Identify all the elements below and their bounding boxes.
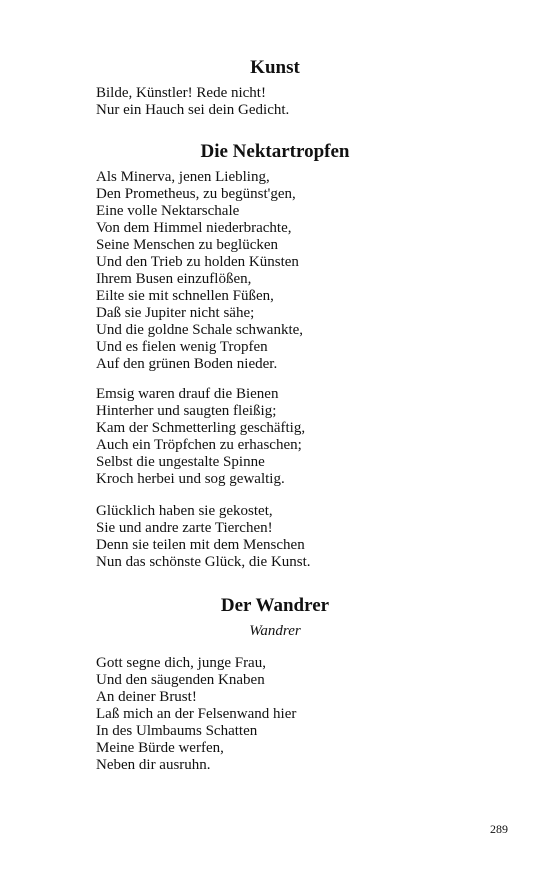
verse-line: Den Prometheus, zu begünst'gen, xyxy=(96,186,296,202)
verse-line: Sie und andre zarte Tierchen! xyxy=(96,520,273,536)
poem-subtitle-wandrer: Wandrer xyxy=(249,623,301,639)
verse-line: Nun das schönste Glück, die Kunst. xyxy=(96,554,311,570)
verse-line: Denn sie teilen mit dem Menschen xyxy=(96,537,305,553)
verse-line: Gott segne dich, junge Frau, xyxy=(96,655,266,671)
stanza-nektartropfen-3 xyxy=(96,503,311,571)
verse-line: In des Ulmbaums Schatten xyxy=(96,723,258,739)
verse-line: Auch ein Tröpfchen zu erhaschen; xyxy=(96,437,302,453)
verse-line: Ihrem Busen einzuflößen, xyxy=(96,271,252,287)
verse-line: Meine Bürde werfen, xyxy=(96,740,224,756)
verse-line: Eine volle Nektarschale xyxy=(96,203,240,219)
verse-line: Nur ein Hauch sei dein Gedicht. xyxy=(96,102,290,118)
poem-title-nektartropfen: Die Nektartropfen xyxy=(200,141,350,162)
verse-line: Seine Menschen zu beglücken xyxy=(96,237,279,253)
stanza-nektartropfen-2 xyxy=(96,386,305,488)
stanza-nektartropfen-1 xyxy=(96,169,303,373)
verse-line: Als Minerva, jenen Liebling, xyxy=(96,169,270,185)
verse-line: Emsig waren drauf die Bienen xyxy=(96,386,279,402)
verse-line: Glücklich haben sie gekostet, xyxy=(96,503,273,519)
verse-line: Neben dir ausruhn. xyxy=(96,757,211,773)
verse-line: Bilde, Künstler! Rede nicht! xyxy=(96,85,266,101)
poem-title-kunst: Kunst xyxy=(250,57,300,78)
verse-line: An deiner Brust! xyxy=(96,689,197,705)
verse-line: Und es fielen wenig Tropfen xyxy=(96,339,268,355)
verse-line: Und den säugenden Knaben xyxy=(96,672,265,688)
verse-line: Hinterher und saugten fleißig; xyxy=(96,403,277,419)
stanza-kunst-1 xyxy=(96,85,289,119)
verse-line: Und den Trieb zu holden Künsten xyxy=(96,254,299,270)
verse-line: Von dem Himmel niederbrachte, xyxy=(96,220,292,236)
verse-line: Kam der Schmetterling geschäftig, xyxy=(96,420,306,436)
verse-line: Kroch herbei und sog gewaltig. xyxy=(96,471,285,487)
page-number: 289 xyxy=(490,822,508,836)
verse-line: Und die goldne Schale schwankte, xyxy=(96,322,304,338)
poem-title-wandrer: Der Wandrer xyxy=(220,595,330,616)
verse-line: Selbst die ungestalte Spinne xyxy=(96,454,265,470)
stanza-wandrer-1 xyxy=(96,655,296,774)
verse-line: Daß sie Jupiter nicht sähe; xyxy=(96,305,255,321)
verse-line: Auf den grünen Boden nieder. xyxy=(96,356,278,372)
verse-line: Eilte sie mit schnellen Füßen, xyxy=(96,288,274,304)
verse-line: Laß mich an der Felsenwand hier xyxy=(96,706,297,722)
